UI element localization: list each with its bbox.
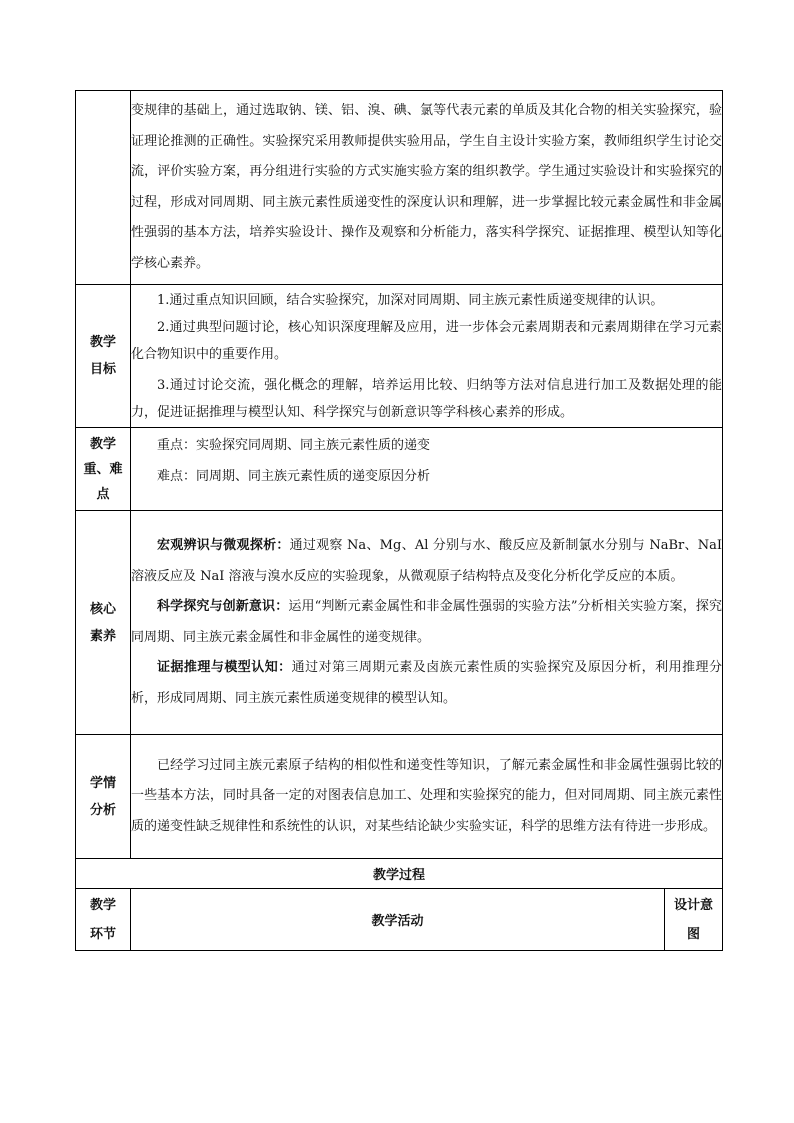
literacy-label: 核心 素养 xyxy=(76,511,131,735)
process-col-intent: 设计意 图 xyxy=(665,889,723,951)
process-col-stage: 教学 环节 xyxy=(76,889,131,951)
lesson-plan-table xyxy=(75,90,723,951)
analysis-row xyxy=(76,735,723,859)
literacy-row xyxy=(76,511,723,735)
key-points-label: 教学 重、难 点 xyxy=(76,428,131,511)
objectives-label: 教学 目标 xyxy=(76,285,131,428)
intro-paragraph: 变规律的基础上，通过选取钠、镁、铝、溴、碘、氯等代表元素的单质及其化合物的相关实验探究，验证理论推测的正确性。实验探究采用教师提供实验用品，学生自主设计实验方案，教师组织学生讨论交流，评价实验方案，再分组进行实验的方式实施实验方案的组织教学。学生通过实验设计和实验探究的过程，形成对同周期、同主族元素性质递变性的深度认识和理解，进一步掌握比较元素金属性和非金属性强弱的基本方法，培养实验设计、操作及观察和分析能力，落实科学探究、证据推理、模型认知等化学核心素养。 xyxy=(131,103,723,271)
intro-cell xyxy=(131,91,723,285)
analysis-paragraph: 已经学习过同主族元素原子结构的相似性和递变性等知识，了解元素金属性和非金属性强弱比较的一些基本方法，同时具备一定的对图表信息加工、处理和实验探究的能力，但对同周期、同主族元素性质的递变性缺乏规律性和系统性的认识，对某些结论缺少实验实证，科学的思维方法有待进一步形成。 xyxy=(131,757,723,834)
key-points-cell xyxy=(131,428,723,511)
analysis-cell xyxy=(131,735,723,859)
literacy-item: 宏观辨识与微观探析：通过观察 Na、Mg、Al 分别与水、酸反应及新制氯水分别与 NaBr、NaI 溶液反应及 NaI 溶液与溴水反应的实验现象，从微观原子结构特点及变化分析化学反应的本质。 xyxy=(131,538,723,584)
literacy-cell xyxy=(131,511,723,735)
objective-item: 3.通过讨论交流，强化概念的理解，培养运用比较、归纳等方法对信息进行加工及数据处理的能力，促进证据推理与模型认知、科学探究与创新意识等学科核心素养的形成。 xyxy=(131,377,723,420)
objectives-row xyxy=(76,285,723,428)
important-point: 重点：实验探究同周期、同主族元素性质的递变 xyxy=(157,438,431,453)
difficult-point: 难点：同周期、同主族元素性质的递变原因分析 xyxy=(157,469,431,484)
analysis-label: 学情 分析 xyxy=(76,735,131,859)
key-points-row xyxy=(76,428,723,511)
objectives-cell xyxy=(131,285,723,428)
objective-item: 1.通过重点知识回顾，结合实验探究，加深对同周期、同主族元素性质递变规律的认识。 xyxy=(157,292,664,308)
objective-item: 2.通过典型问题讨论，核心知识深度理解及应用，进一步体会元素周期表和元素周期律在学习元素化合物知识中的重要作用。 xyxy=(131,319,723,362)
process-col-activity: 教学活动 xyxy=(131,889,665,951)
intro-row xyxy=(76,91,723,285)
process-title: 教学过程 xyxy=(76,859,723,889)
process-title-row xyxy=(76,859,723,889)
process-header-row xyxy=(76,889,723,951)
literacy-item: 科学探究与创新意识：运用“判断元素金属性和非金属性强弱的实验方法”分析相关实验方案，探究同周期、同主族元素金属性和非金属性的递变规律。 xyxy=(131,599,722,645)
literacy-item: 证据推理与模型认知：通过对第三周期元素及卤族元素性质的实验探究及原因分析，利用推理分析，形成同周期、同主族元素性质递变规律的模型认知。 xyxy=(131,660,722,706)
